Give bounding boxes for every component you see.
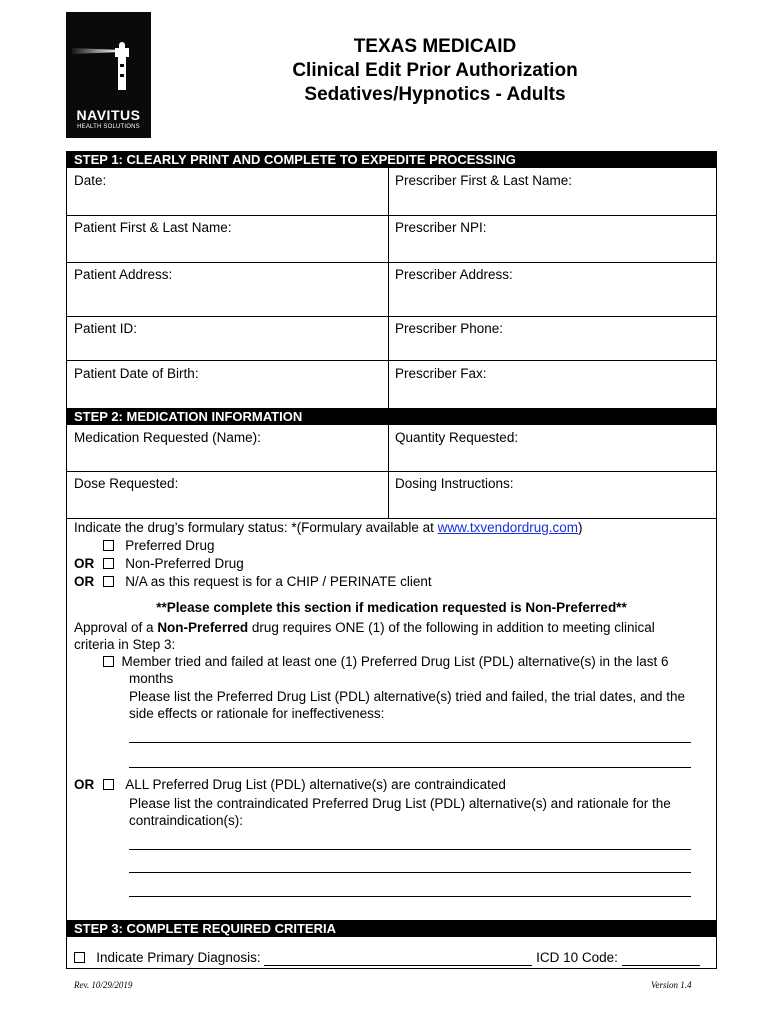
row-divider: [66, 316, 717, 317]
contraindicated-label: ALL Preferred Drug List (PDL) alternative(s) are contraindicated: [125, 777, 506, 792]
or-label: OR: [74, 777, 95, 792]
row-divider: [66, 518, 717, 519]
pdl-tried-label-line2: months: [129, 671, 174, 686]
patient-id-field[interactable]: Patient ID:: [74, 321, 138, 336]
prescriber-name-field[interactable]: Prescriber First & Last Name:: [395, 173, 573, 188]
medication-requested-field[interactable]: Medication Requested (Name):: [74, 430, 261, 445]
option-nonpreferred[interactable]: [103, 556, 244, 571]
step3-heading: STEP 3: COMPLETE REQUIRED CRITERIA: [66, 920, 717, 937]
lighthouse-beam: [72, 48, 115, 54]
row-divider: [66, 360, 717, 361]
quantity-requested-field[interactable]: Quantity Requested:: [395, 430, 519, 445]
primary-diagnosis-checkbox[interactable]: [74, 952, 85, 963]
patient-name-field[interactable]: Patient First & Last Name:: [74, 220, 232, 235]
primary-diagnosis-row: [74, 950, 700, 966]
formulary-suffix: ): [577, 520, 583, 535]
option-preferred-label: Preferred Drug: [125, 538, 215, 553]
page-subtitle-drug-class: Sedatives/Hypnotics - Adults: [304, 84, 566, 105]
contraindicated-option[interactable]: [103, 777, 506, 792]
icd-code-input[interactable]: [622, 950, 700, 966]
lighthouse-stripe: [120, 74, 124, 77]
formulary-status-prompt: [74, 520, 582, 535]
pdl-tried-option[interactable]: [103, 654, 669, 669]
row-divider: [66, 262, 717, 263]
patient-dob-field[interactable]: Patient Date of Birth:: [74, 366, 199, 381]
or-label: OR: [74, 574, 95, 589]
formulary-link[interactable]: www.txvendordrug.com: [437, 520, 578, 535]
dosing-instructions-field[interactable]: Dosing Instructions:: [395, 476, 514, 491]
approval-bold: Non-Preferred: [157, 620, 249, 635]
prescriber-npi-field[interactable]: Prescriber NPI:: [395, 220, 487, 235]
option-na-label: N/A as this request is for a CHIP / PERINATE client: [125, 574, 432, 589]
approval-text: [74, 620, 655, 635]
approval-suffix: drug requires ONE (1) of the following in addition to meeting clinical: [248, 620, 655, 635]
version-number: Version 1.4: [651, 980, 692, 990]
pdl-answer-line[interactable]: [129, 767, 691, 768]
preferred-checkbox[interactable]: [103, 540, 114, 551]
patient-address-field[interactable]: Patient Address:: [74, 267, 173, 282]
nonpreferred-checkbox[interactable]: [103, 558, 114, 569]
column-divider: [388, 168, 389, 409]
pdl-answer-line[interactable]: [129, 742, 691, 743]
revision-date: Rev. 10/29/2019: [74, 980, 133, 990]
icd-code-label: ICD 10 Code:: [536, 950, 618, 965]
pdl-tried-checkbox[interactable]: [103, 656, 114, 667]
contra-list-instructions: Please list the contraindicated Preferred Drug List (PDL) alternative(s) and rationale for the: [129, 796, 671, 811]
logo-subtitle: HEALTH SOLUTIONS: [77, 124, 140, 130]
primary-diagnosis-label: Indicate Primary Diagnosis:: [96, 950, 261, 965]
row-divider: [66, 471, 717, 472]
option-na[interactable]: [103, 574, 432, 589]
pdl-list-instructions-line2: side effects or rationale for ineffectiveness:: [129, 706, 385, 721]
step2-heading: STEP 2: MEDICATION INFORMATION: [66, 408, 717, 425]
page-title: TEXAS MEDICAID: [353, 36, 517, 57]
lighthouse-stripe: [120, 64, 124, 67]
contra-answer-line[interactable]: [129, 849, 691, 850]
contra-list-instructions-line2: contraindication(s):: [129, 813, 244, 828]
navitus-logo: [66, 12, 151, 138]
prescriber-phone-field[interactable]: Prescriber Phone:: [395, 321, 504, 336]
prescriber-address-field[interactable]: Prescriber Address:: [395, 267, 513, 282]
lighthouse-tower-icon: [118, 56, 126, 90]
pdl-tried-label: Member tried and failed at least one (1) Preferred Drug List (PDL) alternative(s) in the last 6: [121, 654, 669, 669]
prescriber-fax-field[interactable]: Prescriber Fax:: [395, 366, 487, 381]
date-field[interactable]: Date:: [74, 173, 107, 188]
na-checkbox[interactable]: [103, 576, 114, 587]
row-divider: [66, 215, 717, 216]
approval-prefix: Approval of a: [74, 620, 158, 635]
option-nonpreferred-label: Non-Preferred Drug: [125, 556, 244, 571]
option-preferred[interactable]: [103, 538, 215, 553]
pdl-list-instructions: Please list the Preferred Drug List (PDL) alternative(s) tried and failed, the trial dates, and the: [129, 689, 686, 704]
contra-answer-line[interactable]: [129, 872, 691, 873]
primary-diagnosis-input[interactable]: [264, 950, 532, 966]
nonpreferred-note: **Please complete this section if medication requested is Non-Preferred**: [156, 600, 627, 615]
contra-answer-line[interactable]: [129, 896, 691, 897]
or-label: OR: [74, 556, 95, 571]
dose-requested-field[interactable]: Dose Requested:: [74, 476, 179, 491]
contraindicated-checkbox[interactable]: [103, 779, 114, 790]
approval-text-line2: criteria in Step 3:: [74, 637, 176, 652]
logo-name: NAVITUS: [76, 107, 141, 123]
formulary-prefix: Indicate the drug’s formulary status: *(Formulary available at: [74, 520, 438, 535]
step1-heading: STEP 1: CLEARLY PRINT AND COMPLETE TO EXPEDITE PROCESSING: [66, 151, 717, 168]
page-subtitle: Clinical Edit Prior Authorization: [292, 60, 578, 81]
